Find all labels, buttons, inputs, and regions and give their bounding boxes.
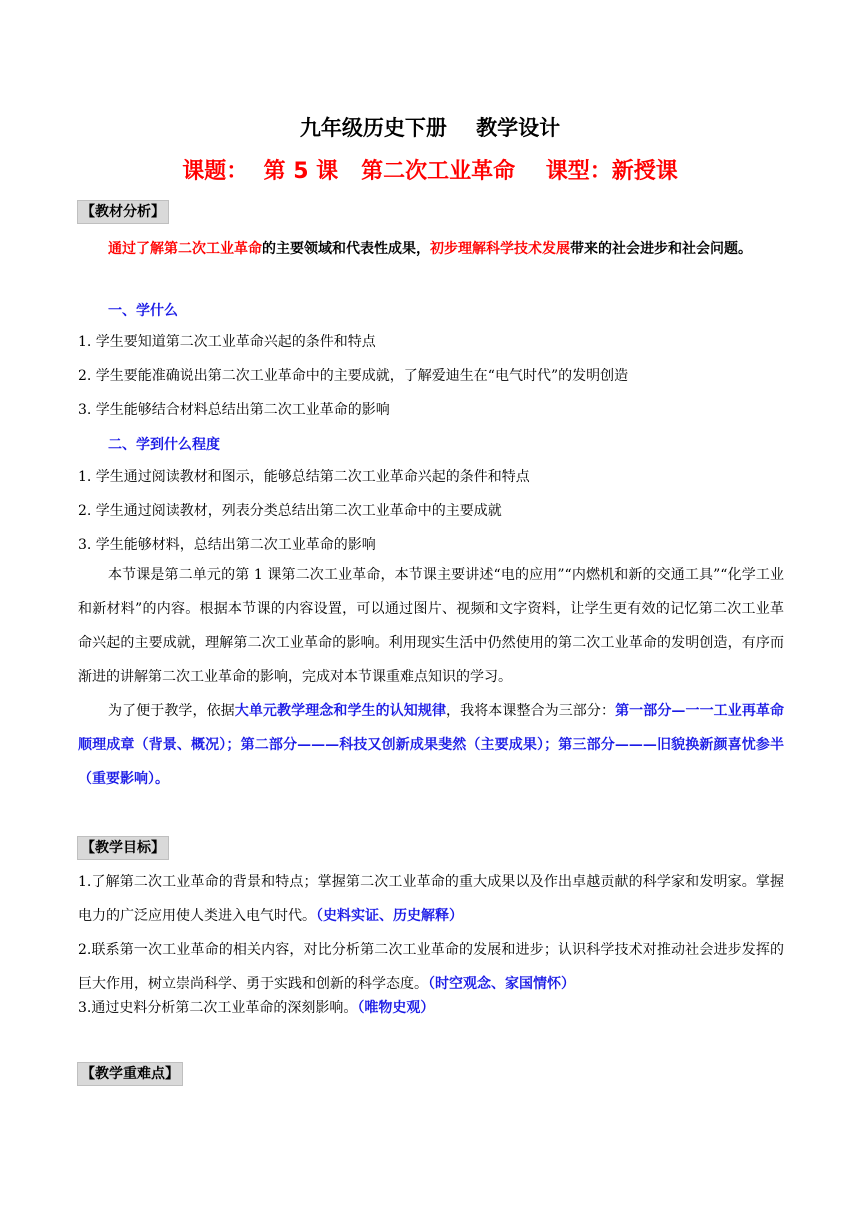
what-item-2: 2. 学生要能准确说出第二次工业革命中的主要成就，了解爱迪生在“电气时代”的发明创造 xyxy=(78,368,629,384)
goal-2-text: 2.联系第一次工业革命的相关内容，对比分析第二次工业革命的发展和进步；认识科学技术对推动社会进步发挥的巨大作用，树立崇尚科学、勇于实践和创新的科学态度。 xyxy=(78,942,784,992)
analysis-paragraph-2 xyxy=(78,694,784,796)
goal-1-text: 1.了解第二次工业革命的背景和特点；掌握第二次工业革命的重大成果以及作出卓越贡献的科学家和发明家。掌握电力的广泛应用使人类进入电气时代。 xyxy=(78,874,784,924)
goal-1 xyxy=(78,865,784,933)
what-item-1: 1. 学生要知道第二次工业革命兴起的条件和特点 xyxy=(78,334,376,350)
section-heading-analysis: 【教材分析】 xyxy=(77,200,169,224)
intro-red-1: 通过了解第二次工业革命 xyxy=(108,241,262,257)
intro-black-1: 的主要领域和代表性成果， xyxy=(262,241,430,257)
level-item-1: 1. 学生通过阅读教材和图示，能够总结第二次工业革命兴起的条件和特点 xyxy=(78,469,530,485)
goal-2-tag: （时空观念、家国情怀） xyxy=(428,976,575,992)
para2-blue-2: 第一部分—一一工业再革命顺理成章（背景、概况）；第二部分———科技又创新成果斐然（主要成果）；第三部分———旧貌换新颜喜忧参半（重要影响）。 xyxy=(78,703,785,787)
subheading-level: 二、学到什么程度 xyxy=(108,437,220,453)
document-title: 九年级历史下册 教学设计 xyxy=(299,116,561,140)
subheading-what: 一、学什么 xyxy=(108,303,178,319)
analysis-paragraph-1: 本节课是第二单元的第 1 课第二次工业革命，本节课主要讲述“电的应用”“内燃机和新的交通工具”“化学工业和新材料”的内容。根据本节课的内容设置，可以通过图片、视频和文字资料，让学生更有效的记忆第二次工业革命兴起的主要成就，理解第二次工业革命的影响。利用现实生活中仍然使用的第二次工业革命的发明创造，有序而渐进的讲解第二次工业革命的影响，完成对本节课重难点知识的学习。 xyxy=(78,567,784,685)
para2-text-1: 为了便于教学，依据 xyxy=(108,703,235,719)
intro-red-2: 初步理解科学技术发展 xyxy=(430,241,570,257)
para2-blue-1: 大单元教学理念和学生的认知规律 xyxy=(234,703,447,719)
goal-3-text: 3.通过史料分析第二次工业革命的深刻影响。 xyxy=(78,1000,358,1016)
section-heading-goals: 【教学目标】 xyxy=(77,836,169,860)
goal-3-tag: （唯物史观） xyxy=(357,1000,435,1016)
what-item-3: 3. 学生能够结合材料总结出第二次工业革命的影响 xyxy=(78,402,390,418)
lesson-subtitle: 课题： 第 5 课 第二次工业革命 课型：新授课 xyxy=(182,159,678,184)
level-item-3: 3. 学生能够材料，总结出第二次工业革命的影响 xyxy=(78,537,376,553)
goal-1-tag: （史料实证、历史解释） xyxy=(316,908,463,924)
intro-black-2: 带来的社会进步和社会问题。 xyxy=(570,241,752,257)
section-heading-keypoints: 【教学重难点】 xyxy=(77,1062,183,1086)
analysis-intro xyxy=(78,232,784,266)
para2-text-2: ，我将本课整合为三部分： xyxy=(446,703,616,719)
goal-3 xyxy=(78,991,784,1025)
level-item-2: 2. 学生通过阅读教材，列表分类总结出第二次工业革命中的主要成就 xyxy=(78,503,502,519)
